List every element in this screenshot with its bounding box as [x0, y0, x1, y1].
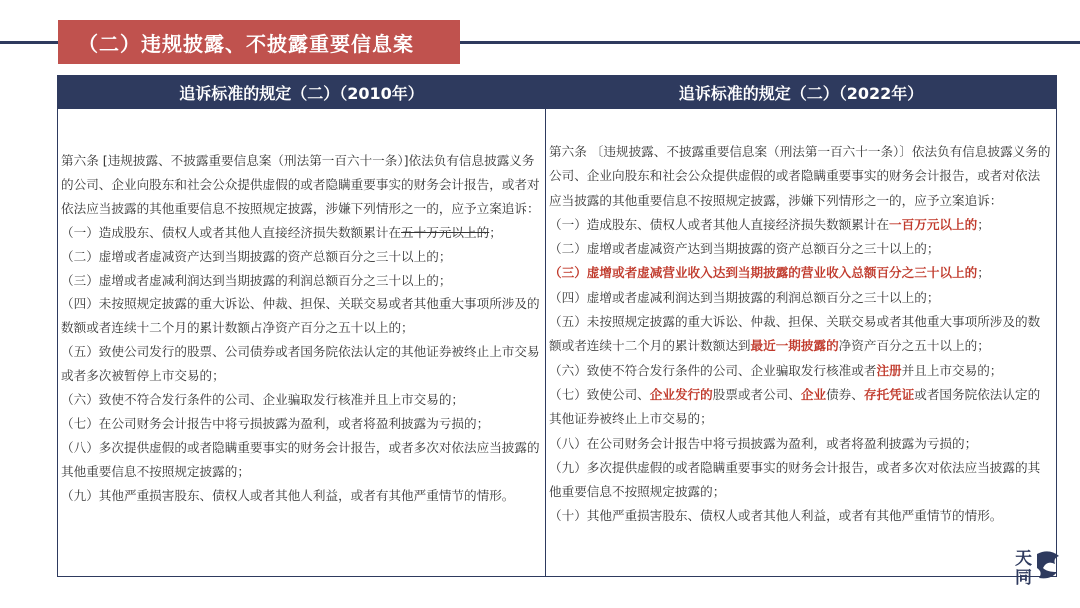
- amended-text: 最近一期披露的: [750, 338, 839, 354]
- clause-item: （九）多次提供虚假的或者隐瞒重要事实的财务会计报告，或者多次对依法应当披露的其他重要信息不按照规定披露的；: [549, 459, 1041, 500]
- clause-item: （五）未按照规定披露的重大诉讼、仲裁、担保、关联交易或者其他重大事项所涉及的数额或者连续十二个月的累计数额达到最近一期披露的净资产百分之五十以上的；: [549, 314, 1041, 354]
- column-header-2022: 追诉标准的规定（二）（2022年）: [546, 76, 1056, 109]
- amended-text: 注册: [876, 362, 902, 378]
- column-2010: [58, 76, 546, 576]
- clause-item: （二）虚增或者虚减资产达到当期披露的资产总额百分之三十以上的；: [549, 241, 940, 257]
- clause-item: （七）在公司财务会计报告中将亏损披露为盈利，或者将盈利披露为亏损的；: [61, 415, 490, 431]
- clause-item: （三）虚增或者虚减利润达到当期披露的利润总额百分之三十以上的；: [61, 272, 452, 288]
- header-rule-right: [460, 41, 1080, 44]
- column-body-2010: [58, 109, 545, 576]
- column-header-2010: 追诉标准的规定（二）（2010年）: [58, 76, 545, 109]
- amended-text: 企业发行的: [649, 386, 713, 402]
- svg-text:同: 同: [1015, 568, 1032, 586]
- clause-item: （五）致使公司发行的股票、公司债券或者国务院依法认定的其他证券被终止上市交易或者多次被暂停上市交易的；: [61, 344, 540, 384]
- clause-item: （六）致使不符合发行条件的公司、企业骗取发行核准并且上市交易的；: [61, 392, 464, 408]
- clause-item: （一）造成股东、债权人或者其他人直接经济损失数额累计在五十万元以上的；: [61, 224, 502, 240]
- comparison-table: [57, 75, 1057, 577]
- clause-item: （七）致使公司、企业发行的股票或者公司、企业债券、存托凭证或者国务院依法认定的其他证券被终止上市交易的；: [549, 386, 1041, 427]
- column-2022: [546, 76, 1056, 576]
- clause-item: （一）造成股东、债权人或者其他人直接经济损失数额累计在一百万元以上的；: [549, 216, 990, 232]
- section-title: （二）违规披露、不披露重要信息案: [58, 20, 460, 64]
- clause-item: （六）致使不符合发行条件的公司、企业骗取发行核准或者注册并且上市交易的；: [549, 362, 1003, 378]
- amended-text: 虚增或者虚减营业收入达到当期披露的营业收入总额百分之三十以上的: [586, 265, 978, 281]
- clause-item: （八）在公司财务会计报告中将亏损披露为盈利，或者将盈利披露为亏损的；: [549, 435, 978, 451]
- svg-text:天: 天: [1015, 549, 1032, 569]
- amended-text: 企业: [800, 386, 827, 402]
- amended-text: 存托凭证: [863, 386, 915, 402]
- tiantong-logo-icon: [1013, 546, 1063, 586]
- column-body-2022: [546, 109, 1056, 576]
- clause-item: （四）未按照规定披露的重大诉讼、仲裁、担保、关联交易或者其他重大事项所涉及的数额或者连续十二个月的累计数额占净资产百分之五十以上的；: [61, 296, 540, 336]
- deleted-text: 五十万元以上的: [401, 224, 490, 240]
- clause-item: （三）虚增或者虚减营业收入达到当期披露的营业收入总额百分之三十以上的；: [549, 265, 990, 281]
- article-intro: 第六条 [违规披露、不披露重要信息案（刑法第一百六十一条）]依法负有信息披露义务的公司、企业向股东和社会公众提供虚假的或者隐瞒重要事实的财务会计报告，或者对依法应当披露的其他重要信息不按照规定披露，涉嫌下列情形之一的，应予立案追诉：: [61, 153, 540, 216]
- article-intro: 第六条 〔违规披露、不披露重要信息案（刑法第一百六十一条）〕依法负有信息披露义务的公司、企业向股东和社会公众提供虚假的或者隐瞒重要事实的财务会计报告，或者对依法应当披露的其他重要信息不按照规定披露，涉嫌下列情形之一的，应予立案追诉：: [549, 144, 1051, 208]
- clause-item: （四）虚增或者虚减利润达到当期披露的利润总额百分之三十以上的；: [549, 289, 940, 305]
- clause-item: （二）虚增或者虚减资产达到当期披露的资产总额百分之三十以上的；: [61, 248, 452, 264]
- clause-item: （九）其他严重损害股东、债权人或者其他人利益，或者有其他严重情节的情形。: [61, 487, 515, 503]
- clause-item: （八）多次提供虚假的或者隐瞒重要事实的财务会计报告，或者多次对依法应当披露的其他重要信息不按照规定披露的；: [61, 439, 540, 479]
- clause-item: （十）其他严重损害股东、债权人或者其他人利益，或者有其他严重情节的情形。: [549, 508, 1003, 524]
- header-rule-left: [0, 41, 58, 44]
- amended-text: 一百万元以上的: [889, 216, 978, 232]
